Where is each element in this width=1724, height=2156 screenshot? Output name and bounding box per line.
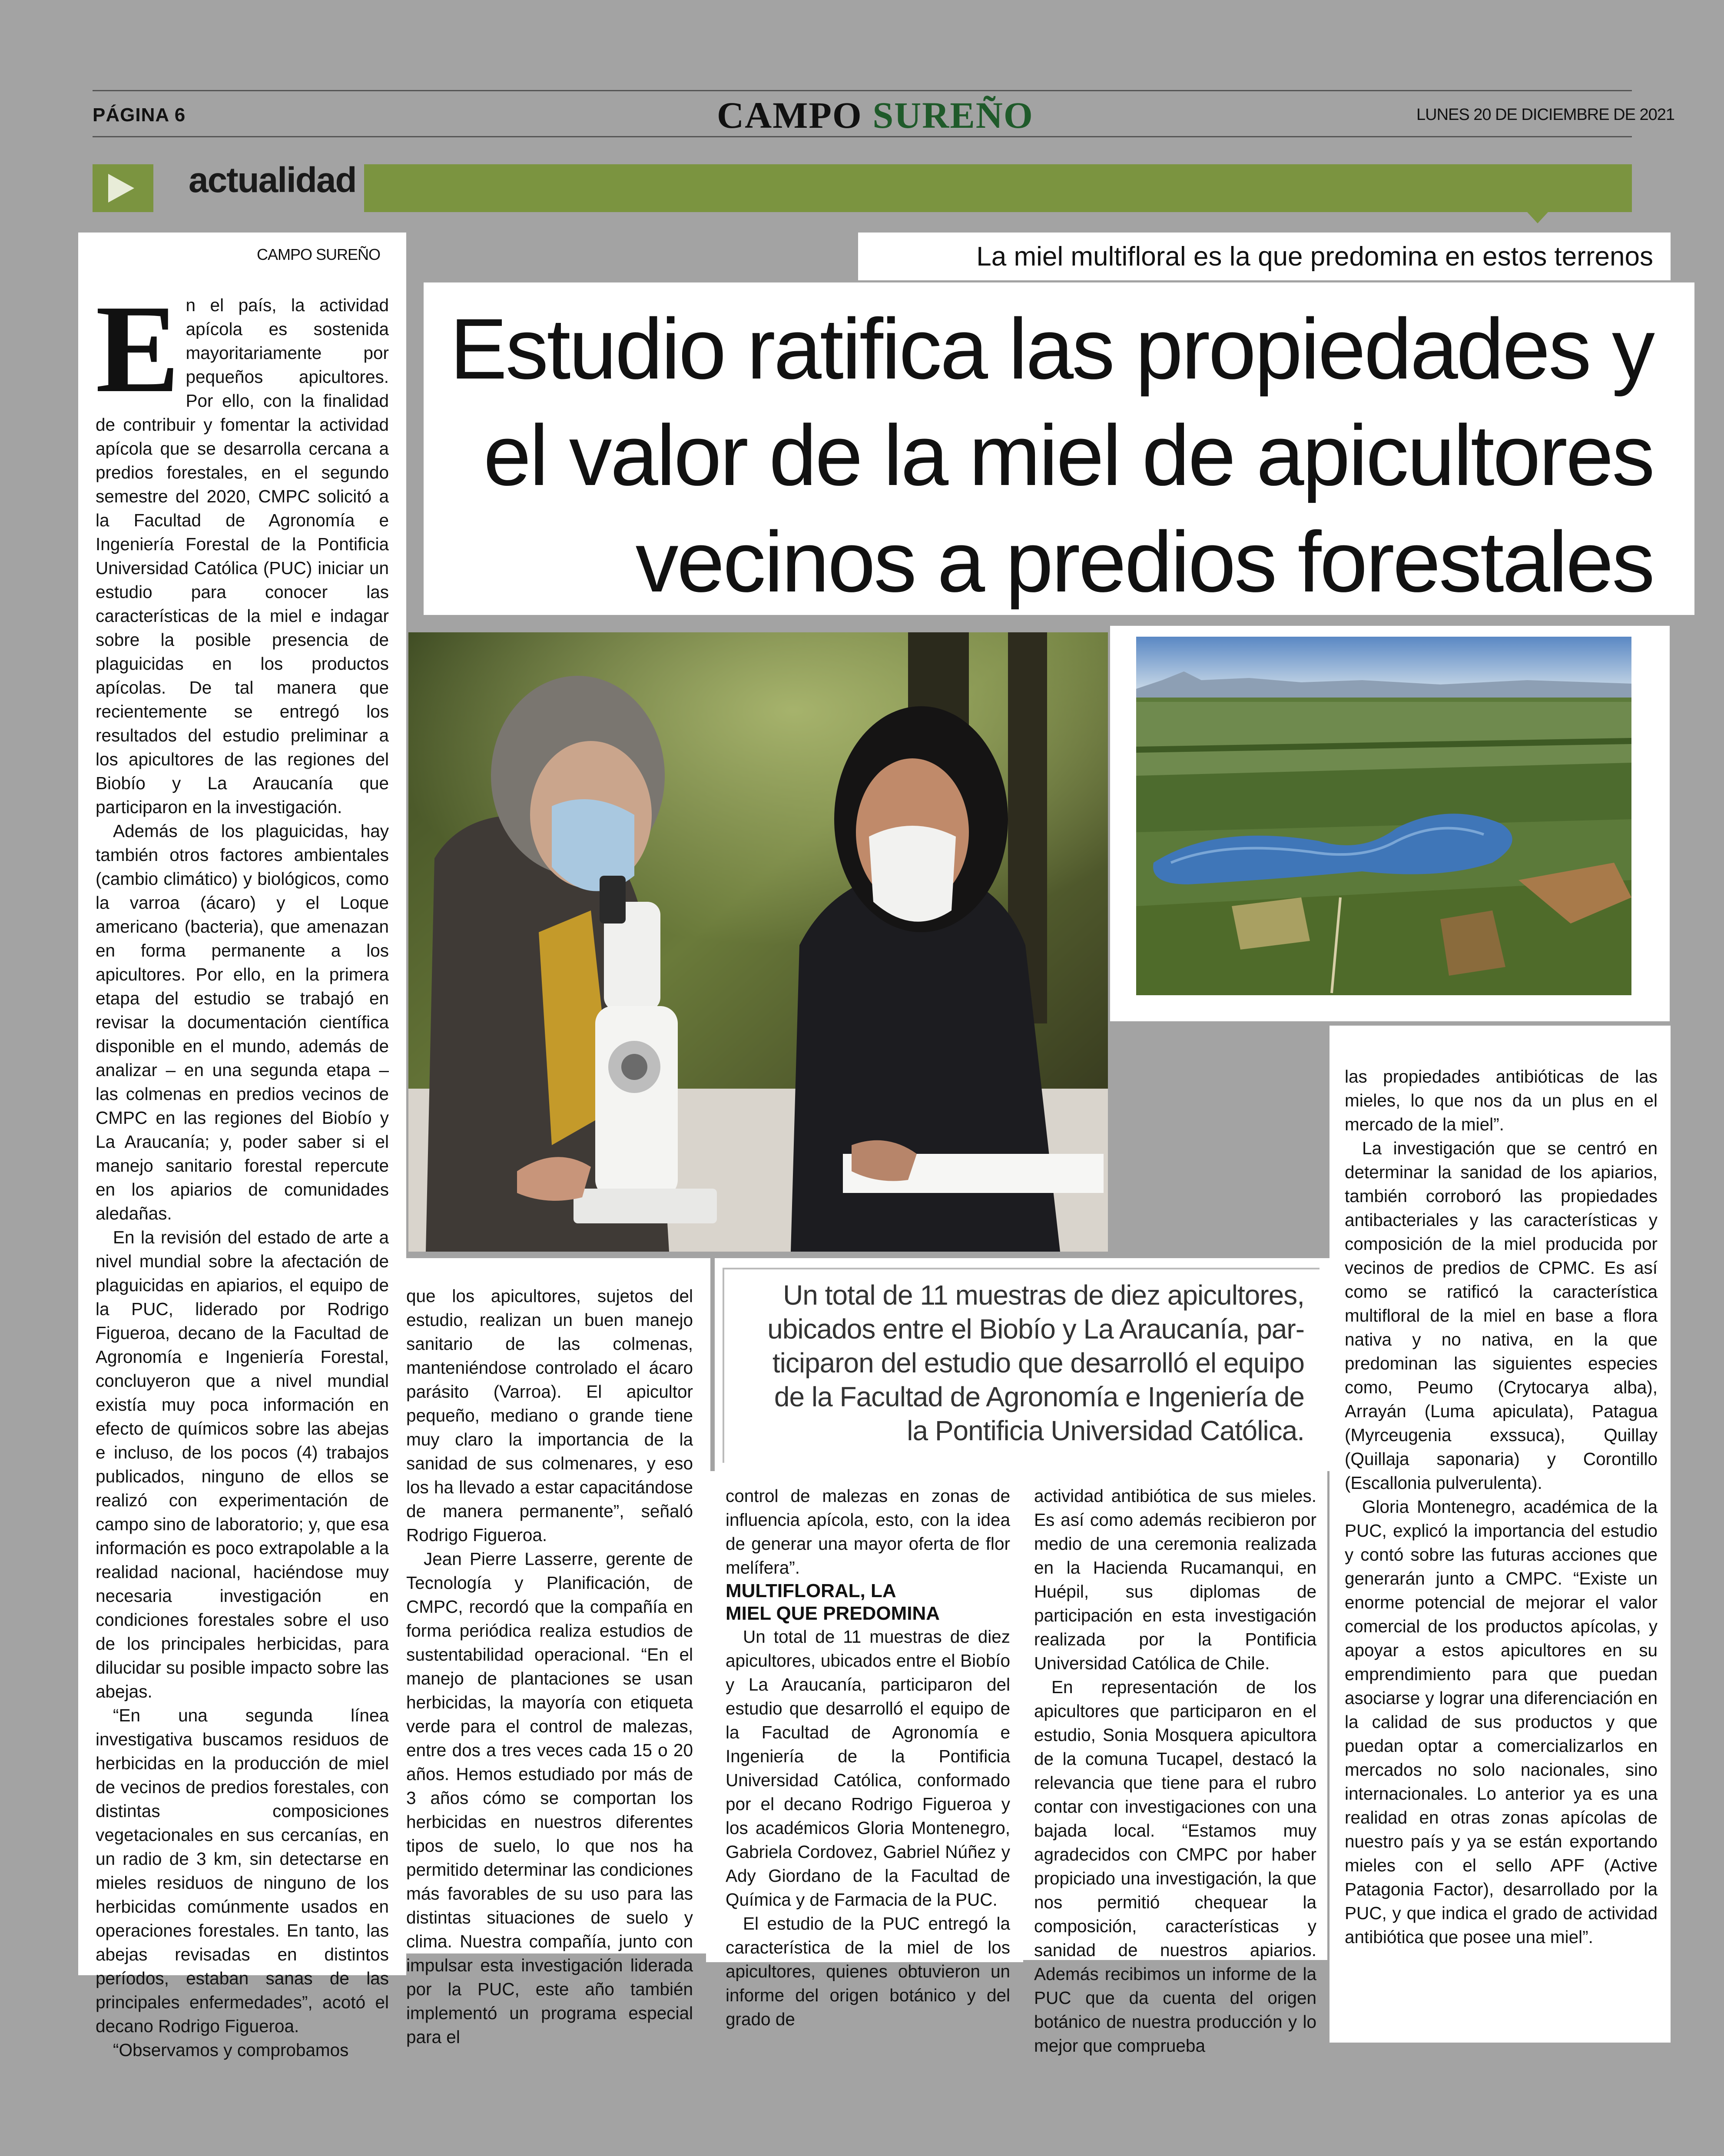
headline-box — [424, 282, 1694, 615]
lake-landscape-photo — [1136, 637, 1631, 995]
column-2 — [406, 1258, 710, 2047]
lake-photo-illustration — [1136, 637, 1631, 995]
paragraph: Gloria Montenegro, académica de la PUC, explicó la importancia del estudio y contó sobre las futuras acciones que generarán junto a CMPC. “Existe un enorme potencial de mejorar el valor comercial de los productos apícolas, y apoyar a estos apicultores en su emprendimiento para que puedan asociarse y lograr una diferenciación en la calidad de sus productos y que puedan optar a comercializarlos en mercados no solo nacionales, sino internacionales. Lo anterior ya es una realidad en otras zonas apícolas de nuestro país y ya se están exportando mieles con el sello APF (Active Patagonia Factor), desarrollado por la PUC, y que indica el grado de actividad antibiótica que posee una miel”. — [1345, 1497, 1658, 1947]
section-label: actualidad — [189, 160, 356, 200]
researchers-photo-illustration — [408, 632, 1108, 1252]
drop-cap: E — [96, 279, 180, 419]
paragraph: En representación de los apicultores que participaron en el estudio, Sonia Mosquera apicultora de la comuna Tucapel, destacó la relevancia que tiene para el rubro contar con investigaciones con una bajada local. “Estamos muy agradecidos con CMPC por haber propiciado una investigación, la que nos permitió chequear la composición, características y sanidad de nuestros apiarios. Además recibimos un informe de la PUC que da cuenta del origen botánico de nuestra producción y lo mejor que comprueba — [1034, 1677, 1316, 2056]
section-bar — [364, 164, 1632, 212]
headline-line: Estudio ratifica las propiedades y — [450, 301, 1653, 397]
kicker-box — [858, 233, 1671, 280]
paragraph: Jean Pierre Lasserre, gerente de Tecnología y Planificación, de CMPC, recordó que la compañía en forma periódica realiza estudios de sustentabilidad operacional. “En el manejo de plantaciones se usan herbicidas, la mayoría con etiqueta verde para el control de malezas, entre dos a tres veces cada 15 o 20 años. Hemos estudiado por más de 3 años cómo se comportan los herbicidas en nuestros diferentes tipos de suelo, lo que nos ha permitido determinar las condiciones más favorables de su uso para las distintas situaciones de suelo y clima. Nuestra compañía, junto con impulsar esta investigación liderada por la PUC, este año también implementó un programa especial para el — [406, 1549, 693, 2047]
lake-photo-frame — [1110, 626, 1670, 1021]
pull-quote-line: la Pontificia Universidad Católica. — [907, 1415, 1304, 1446]
column-3-body — [726, 1484, 1010, 2031]
pull-quote-text — [767, 1278, 1304, 1448]
bottom-rule — [93, 136, 1632, 137]
headline — [450, 296, 1653, 615]
pull-quote-line: ubicados entre el Biobío y La Araucanía, par- — [767, 1313, 1304, 1345]
paragraph: las propiedades antibióticas de las mieles, lo que nos da un plus en el mercado de la miel”. — [1345, 1066, 1658, 1134]
masthead-part-2: SUREÑO — [872, 94, 1034, 136]
paragraph: “En una segunda línea investigativa buscamos residuos de herbicidas en la producción de miel de vecinos de predios forestales, con distintas composiciones vegetacionales en sus cercanías, en un radio de 3 km, sin detectarse en mieles residuos de ninguno de los herbicidas comúnmente usados en operaciones forestales. En tanto, las abejas revisadas en distintos períodos, estaban sanas de las principales enfermedades”, acotó el decano Rodrigo Figueroa. — [96, 1705, 389, 2036]
column-1 — [78, 233, 406, 2060]
paragraph: La investigación que se centró en determinar la sanidad de los apiarios, también corroboró las propiedades antibacteriales y las características y composición de la miel producida por vecinos de predios de CPMC. Es así como se ratificó la característica multifloral de la miel en base a flora nativa y no nativa, en la que predominan las siguientes especies como, Peumo (Crytocarya alba), Arrayán (Luma apiculata), Patagua (Myrceugenia exssuca), Quillay (Quillaja saponaria) y Corontillo (Escallonia pulverulenta). — [1345, 1138, 1658, 1493]
column-3 — [706, 1471, 1023, 2029]
pull-quote-box — [715, 1258, 1329, 1471]
dateline: LUNES 20 DE DICIEMBRE DE 2021 — [1416, 106, 1675, 124]
byline: CAMPO SUREÑO — [256, 246, 380, 263]
headline-line: el valor de la miel de apicultores — [483, 407, 1653, 503]
top-rule — [93, 90, 1632, 91]
section-bar-notch — [1527, 212, 1548, 223]
pull-quote-line: Un total de 11 muestras de diez apicultores, — [783, 1279, 1304, 1311]
masthead-part-1: CAMPO — [717, 94, 862, 136]
paragraph: En el país, la actividad apícola es sostenida mayoritariamente por pequeños apicultores. Por ello, con la finalidad de contribuir y fomentar la actividad apícola que se desarrolla cercana a predios forestales, en el segundo semestre del 2020, CMPC solicitó a la Facultad de Agronomía e Ingeniería Forestal de la Pontificia Universidad Católica (PUC) iniciar un estudio para conocer las características de la miel e indagar sobre la posible presencia de plaguicidas en los productos apícolas. De tal manera que recientemente se entregó los resultados del estudio preliminar a los apicultores de las regiones del Biobío y La Araucanía que participaron en la investigación. — [96, 279, 389, 817]
subheading: MULTIFLORAL, LA MIEL QUE PREDOMINA — [726, 1580, 940, 1624]
play-arrow-icon — [93, 164, 153, 212]
paragraph: Un total de 11 muestras de diez apicultores, ubicados entre el Biobío y La Araucanía, participaron del estudio que desarrolló el equipo de la Facultad de Agronomía e Ingeniería de la Pontificia Universidad Católica, conformado por el decano Rodrigo Figueroa y los académicos Gloria Montenegro, Gabriela Cordovez, Gabriel Núñez y Ady Giordano de la Facultad de Química y de Farmacia de la PUC. — [726, 1627, 1010, 1910]
headline-line: vecinos a predios forestales — [635, 514, 1653, 610]
page-number: PÁGINA 6 — [93, 104, 186, 126]
paragraph: actividad antibiótica de sus mieles. Es así como además recibieron por medio de una ceremonia realizada en la Hacienda Rucamanqui, en Huépil, sus diplomas de participación en esta investigación realizada por la Pontificia Universidad Católica de Chile. — [1034, 1486, 1316, 1673]
masthead — [717, 93, 1034, 137]
column-5 — [1329, 1026, 1671, 2043]
kicker: La miel multifloral es la que predomina en estos terrenos — [976, 242, 1653, 272]
column-5-body — [1345, 1065, 1658, 1949]
column-2-body — [406, 1284, 693, 2049]
pull-quote-line: ticiparon del estudio que desarrolló el equipo — [772, 1347, 1304, 1379]
pull-quote — [723, 1268, 1320, 1463]
paragraph: control de malezas en zonas de influencia apícola, esto, con la idea de generar una mayor oferta de flor melífera”. — [726, 1486, 1010, 1578]
column-4-body — [1034, 1484, 1316, 2058]
paragraph: El estudio de la PUC entregó la característica de la miel de los apicultores, quienes obtuvieron un informe del origen botánico y del grado de — [726, 1913, 1010, 2029]
pull-quote-line: de la Facultad de Agronomía e Ingeniería de — [774, 1381, 1304, 1412]
paragraph: “Observamos y comprobamos — [113, 2040, 349, 2060]
column-4 — [1019, 1471, 1327, 2056]
column-1-body — [96, 279, 389, 2062]
paragraph: En la revisión del estado de arte a nivel mundial sobre la afectación de plaguicidas en apiarios, el equipo de la PUC, liderado por Rodrigo Figueroa, decano de la Facultad de Agronomía e Ingeniería Forestal, concluyeron que a nivel mundial existía muy poca información en efecto de químicos sobre las abejas e incluso, de los pocos (4) trabajos publicados, ninguno de ellos se realizó con experimentación de campo sino de laboratorio; y, que esa información es poco extrapolable a la realidad nacional, haciéndose muy necesaria investigación en condiciones forestales sobre el uso de los principales herbicidas, para dilucidar su posible impacto sobre las abejas. — [96, 1227, 389, 1701]
paragraph: que los apicultores, sujetos del estudio, realizan un buen manejo sanitario de las colmenas, manteniéndose controlado el ácaro parásito (Varroa). El apicultor pequeño, mediano o grande tiene muy claro la importancia de la sanidad de sus colmenares, y eso los ha llevado a estar capacitándose de manera permanente”, señaló Rodrigo Figueroa. — [406, 1286, 693, 1545]
researchers-microscope-photo — [408, 632, 1108, 1252]
paragraph: Además de los plaguicidas, hay también otros factores ambientales (cambio climático) y biológicos, como la varroa (ácaro) y el Loque americano (bacteria), que amenazan en forma permanente a los apicultores. Por ello, en la primera etapa del estudio se trabajó en revisar la documentación científica disponible en el mundo, además de analizar – en una segunda etapa – las colmenas en predios vecinos de CMPC en las regiones del Biobío y La Araucanía; y, poder saber si el manejo sanitario forestal repercute en los apiarios de comunidades aledañas. — [96, 821, 389, 1223]
